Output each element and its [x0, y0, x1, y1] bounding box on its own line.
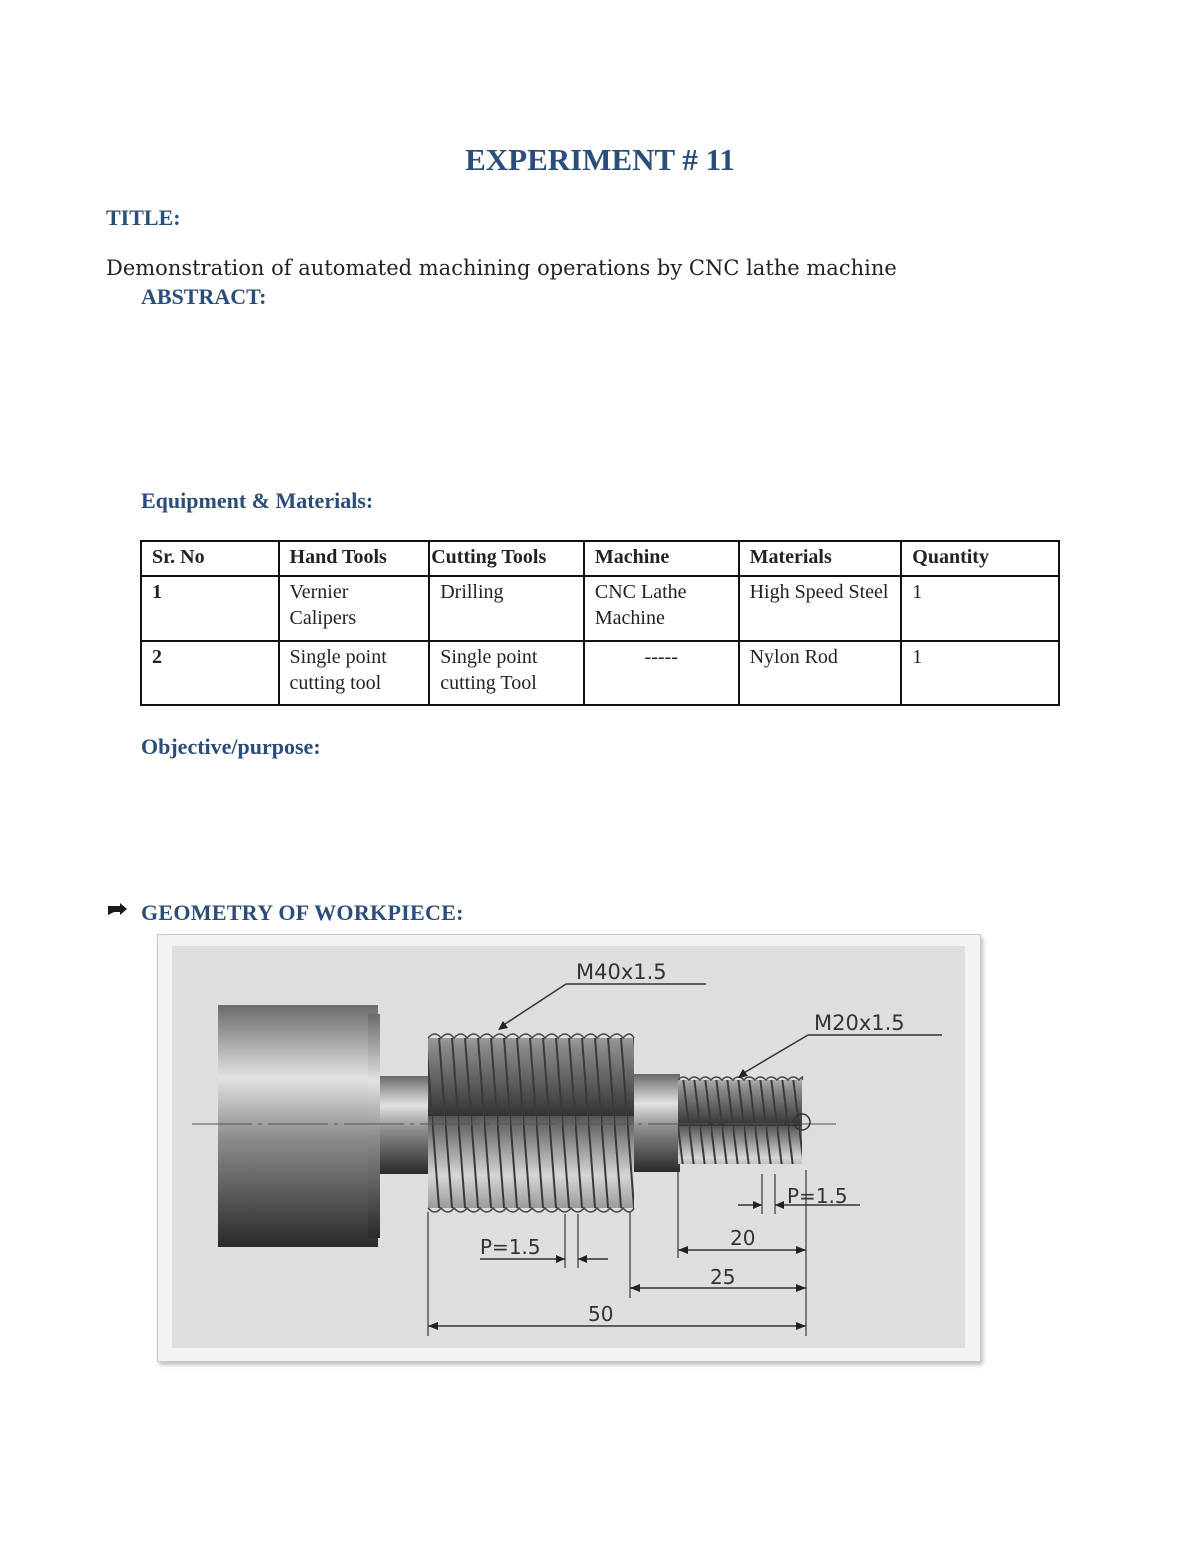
- title-text: Demonstration of automated machining operations by CNC lathe machine: [106, 256, 897, 280]
- cell-materials: High Speed Steel: [739, 576, 902, 640]
- cell-hand-tools: Single point cutting tool: [279, 641, 430, 705]
- header-machine: Machine: [584, 541, 739, 576]
- dimension-25: 25: [710, 1265, 736, 1289]
- experiment-title: EXPERIMENT # 11: [465, 142, 735, 177]
- thread-label-m20: M20x1.5: [814, 1011, 905, 1035]
- cell-machine: -----: [584, 641, 739, 705]
- header-materials: Materials: [739, 541, 902, 576]
- m20-leader: [738, 1035, 942, 1078]
- abstract-label: ABSTRACT:: [141, 284, 267, 309]
- pitch-label-large: P=1.5: [480, 1235, 541, 1259]
- cell-hand-tools: Vernier Calipers: [279, 576, 430, 640]
- equipment-table: [140, 540, 1060, 706]
- objective-label: Objective/purpose:: [141, 734, 321, 759]
- cell-sr-no: 2: [141, 641, 279, 705]
- m40-leader: [498, 984, 706, 1030]
- header-quantity: Quantity: [901, 541, 1059, 576]
- workpiece-figure: [172, 946, 965, 1348]
- small-thread: [678, 1077, 803, 1164]
- head-cylinder: [218, 1005, 380, 1247]
- cell-cutting-tools: Single point cutting Tool: [429, 641, 584, 705]
- header-sr-no: Sr. No: [141, 541, 279, 576]
- table-row: [141, 576, 1059, 640]
- header-hand-tools: Hand Tools: [279, 541, 430, 576]
- cell-quantity: 1: [901, 576, 1059, 640]
- geometry-label: GEOMETRY OF WORKPIECE:: [141, 900, 464, 925]
- cell-cutting-tools: Drilling: [429, 576, 584, 640]
- dimension-20: 20: [730, 1226, 756, 1250]
- second-neck: [634, 1074, 680, 1172]
- large-thread: [428, 1034, 634, 1212]
- cell-materials: Nylon Rod: [739, 641, 902, 705]
- equipment-label: Equipment & Materials:: [141, 488, 374, 513]
- cell-quantity: 1: [901, 641, 1059, 705]
- neck: [380, 1076, 430, 1174]
- cell-sr-no: 1: [141, 576, 279, 640]
- table-row: [141, 641, 1059, 705]
- thread-label-m40: M40x1.5: [576, 960, 667, 984]
- pitch-label-small: P=1.5: [787, 1184, 848, 1208]
- dimension-50: 50: [588, 1302, 614, 1326]
- header-cutting-tools: Cutting Tools: [429, 541, 584, 576]
- arrow-bullet-icon: [106, 902, 128, 918]
- table-header-row: [141, 541, 1059, 576]
- title-label: TITLE:: [106, 205, 181, 230]
- cell-machine: CNC Lathe Machine: [584, 576, 739, 640]
